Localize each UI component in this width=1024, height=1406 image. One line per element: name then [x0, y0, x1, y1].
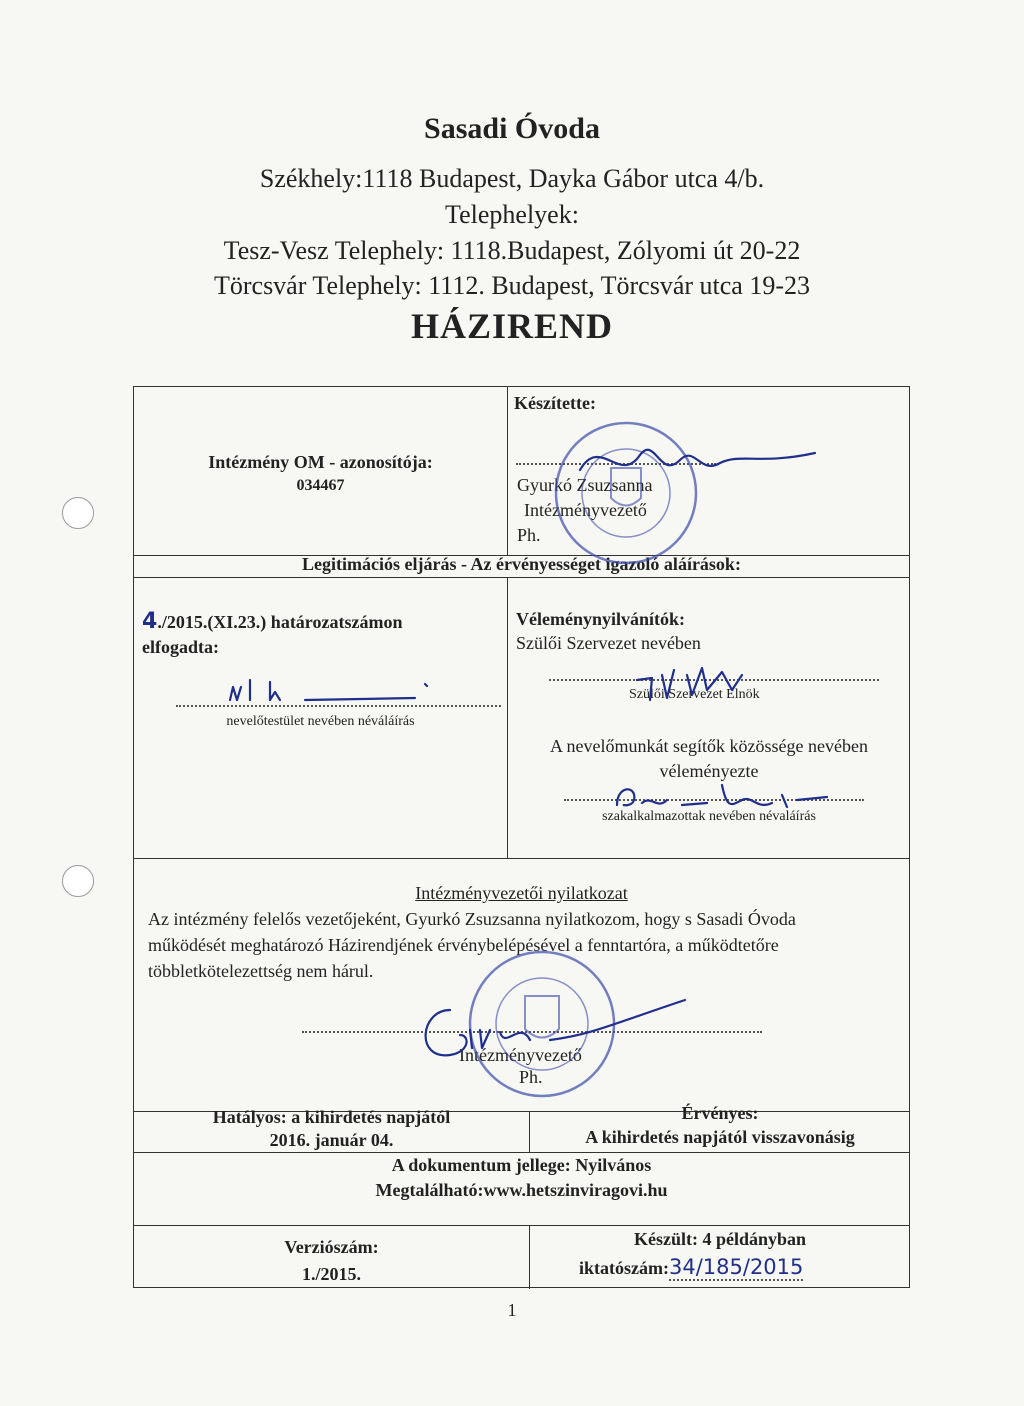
- resolution-text: ./2015.(XI.23.) határozatszámon: [157, 612, 403, 632]
- helpers-label: A nevelőmunkát segítők közössége nevében: [550, 736, 868, 756]
- copies-label: Készült: 4 példányban: [633, 1229, 807, 1249]
- form-table: [133, 386, 910, 1288]
- prepared-name: Gyurkó Zsuzsanna: [517, 475, 653, 495]
- divider: [134, 858, 909, 859]
- opinion-label: Véleménynyilvánítók:: [516, 609, 685, 629]
- parents-label: Szülői Szervezet nevében: [516, 633, 701, 653]
- statement-role: Intézményvezető: [459, 1045, 582, 1065]
- document-title: HÁZIREND: [410, 306, 614, 346]
- statement-line-1: Az intézmény felelős vezetőjeként, Gyurkó Zsuzsanna nyilatkozom, hogy s Sasadi Óvoda: [148, 909, 796, 929]
- adopted-label: elfogadta:: [142, 637, 219, 657]
- seat-address: Székhely:1118 Budapest, Dayka Gábor utca 4/b.: [259, 164, 765, 193]
- punch-hole-bottom: [62, 865, 94, 897]
- statement-ph: Ph.: [519, 1067, 543, 1087]
- prepared-label: Készítette:: [514, 393, 596, 413]
- divider: [134, 1152, 909, 1153]
- legitimation-label: Legitimációs eljárás - Az érvényességet igazoló aláírások:: [302, 554, 741, 574]
- document-location: Megtalálható:www.hetszinviragovi.hu: [375, 1180, 668, 1200]
- helpers-caption: szakalkalmazottak nevében névaláírás: [602, 809, 816, 824]
- effective-label: Hatályos: a kihirdetés napjától: [212, 1107, 451, 1127]
- valid-value: A kihirdetés napjától visszavonásig: [585, 1127, 855, 1147]
- director-signature-bottom: [410, 990, 690, 1070]
- version-label: Verziószám:: [284, 1237, 379, 1257]
- filing-number: [579, 1255, 803, 1279]
- om-value: 034467: [296, 477, 345, 494]
- statement-title: [134, 883, 909, 904]
- punch-hole-top: [62, 497, 94, 529]
- statement-line-3: többletkötelezettség nem hárul.: [148, 961, 374, 981]
- divider: [134, 577, 909, 578]
- parents-signature: [632, 650, 772, 705]
- sites-label: Telephelyek:: [445, 200, 579, 229]
- valid-label: Érvényes:: [681, 1103, 759, 1123]
- handwritten-number: 4: [142, 609, 158, 634]
- statement-line-2: működését meghatározó Házirendjének érvénybelépésével a fenntartóra, a működtetőre: [148, 935, 779, 955]
- helpers-label-2: véleményezte: [659, 761, 759, 781]
- filing-handwritten: 34/185/2015: [668, 1255, 804, 1279]
- helpers-signature: [612, 775, 832, 820]
- site-2-address: Törcsvár Telephely: 1112. Budapest, Törcsvár utca 19-23: [213, 271, 810, 300]
- resolution-number: [142, 609, 402, 634]
- director-signature-top: [560, 425, 820, 495]
- document-type: A dokumentum jellege: Nyilvános: [391, 1155, 652, 1175]
- divider: [134, 1225, 909, 1226]
- page-number: 1: [507, 1300, 517, 1320]
- site-1-address: Tesz-Vesz Telephely: 1118.Budapest, Zólyomi út 20-22: [223, 236, 801, 265]
- version-value: 1./2015.: [301, 1264, 361, 1284]
- staff-signature: [225, 672, 445, 712]
- parents-role: Szülői Szervezet Elnök: [629, 687, 760, 702]
- prepared-role: Intézményvezető: [524, 500, 647, 520]
- statement-title-text: Intézményvezetői nyilatkozat: [415, 883, 628, 903]
- staff-caption: nevelőtestület nevében néváláírás: [226, 714, 415, 729]
- institution-title: Sasadi Óvoda: [424, 112, 600, 145]
- divider: [507, 387, 508, 555]
- ph-label: Ph.: [517, 525, 541, 545]
- effective-date: 2016. január 04.: [269, 1130, 394, 1150]
- filing-label: iktatószám:: [579, 1258, 669, 1278]
- om-label: Intézmény OM - azonosítója:: [208, 452, 433, 472]
